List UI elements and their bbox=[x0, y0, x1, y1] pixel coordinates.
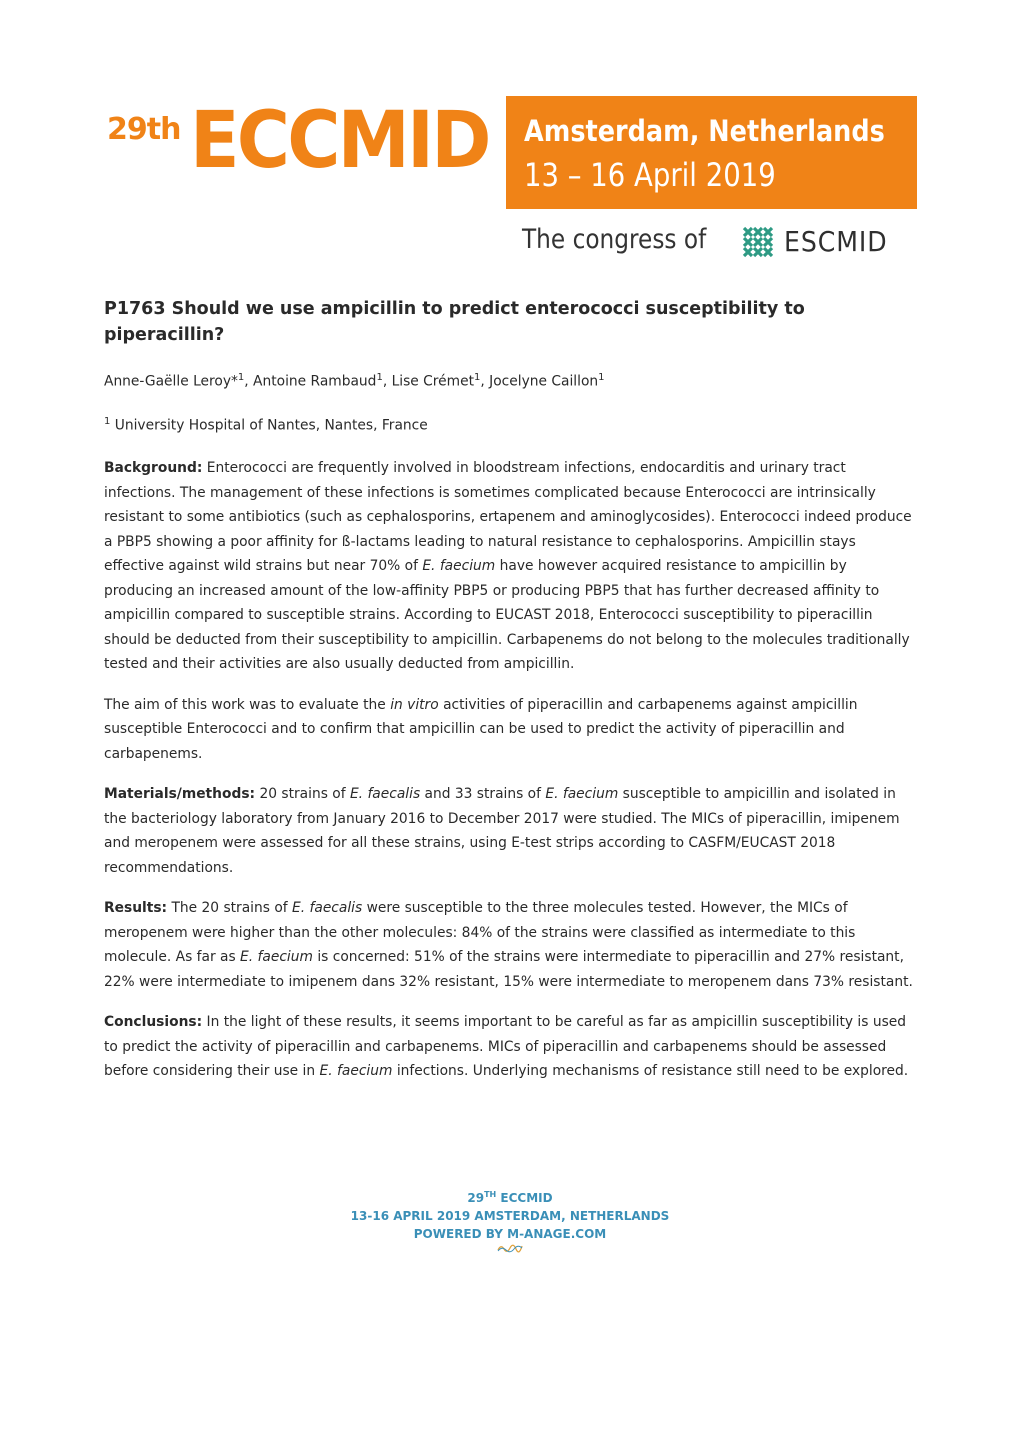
banner-edition: 29th bbox=[107, 112, 181, 147]
footer-dates-location: 13-16 APRIL 2019 AMSTERDAM, NETHERLANDS bbox=[350, 1209, 670, 1223]
author-separator: , bbox=[244, 373, 254, 390]
species-name: E. faecalis bbox=[292, 900, 363, 917]
footer-powered-by: POWERED BY M-ANAGE.COM bbox=[413, 1227, 607, 1241]
affiliation-text: University Hospital of Nantes, Nantes, France bbox=[110, 417, 428, 434]
methods-text-cont: and 33 strains of bbox=[420, 786, 546, 803]
background-label: Background: bbox=[104, 460, 203, 477]
results-label: Results: bbox=[104, 900, 168, 917]
methods-text-end: susceptible to ampicillin and isolated in the bacteriology laboratory from January 2016 to December 2017 were studied. The MICs of piperacillin, imipenem and meropenem were assessed for all these strains, using E-test strips according to CASFM/EUCAST 2018 recommendations. bbox=[104, 786, 900, 876]
aim-italic: in vitro bbox=[390, 696, 439, 713]
banner-eccmid-logo-text: ECCMID bbox=[190, 96, 489, 186]
author-affiliation-mark: 1 bbox=[376, 372, 383, 383]
methods-text: 20 strains of bbox=[255, 786, 350, 803]
footer-edition bbox=[0, 1186, 1020, 1207]
author-affiliation-mark: 1 bbox=[474, 372, 481, 383]
methods-section bbox=[104, 782, 918, 880]
results-section bbox=[104, 896, 918, 994]
page-footer bbox=[0, 1186, 1020, 1253]
affiliation bbox=[104, 412, 918, 436]
background-text: Enterococci are frequently involved in bloodstream infections, endocarditis and urinary tract infections. The management of these infections is sometimes complicated because Enterococci are intrinsically resistant to some antibiotics (such as cephalosporins, ertapenem and aminoglycosides). Enterococci indeed produce a PBP5 showing a poor affinity for ß-lactams leading to natural resistance to cephalosporins. Ampicillin stays effective against wild strains but near 70% of bbox=[104, 460, 912, 575]
author-separator: , bbox=[382, 373, 392, 390]
species-name: E. faecium bbox=[240, 949, 313, 966]
author-affiliation-mark: 1 bbox=[237, 372, 245, 383]
results-text-cont: were susceptible to the three molecules tested. However, the MICs of meropenem were higher than the other molecules: 84% of the strains were classified as intermediate to this molecule. As far as bbox=[104, 900, 856, 966]
species-name: E. faecalis bbox=[349, 786, 421, 803]
conclusions-text: In the light of these results, it seems important to be careful as far as ampicillin susceptibility is used to predict the activity of piperacillin and carbapenems. MICs of piperacillin and carbapenems should be assessed before considering their use in bbox=[104, 1014, 906, 1080]
results-text: The 20 strains of bbox=[167, 900, 293, 917]
author-name: Anne-Gaëlle Leroy* bbox=[104, 373, 238, 390]
author-separator: , bbox=[480, 373, 490, 390]
escmid-knot-icon bbox=[738, 222, 778, 262]
author-name: Lise Crémet bbox=[391, 373, 475, 390]
escmid-wordmark: ESCMID bbox=[784, 225, 888, 258]
banner-location: Amsterdam, Netherlands bbox=[524, 114, 885, 148]
affiliation-number: 1 bbox=[104, 415, 111, 427]
background-section bbox=[104, 456, 918, 677]
conclusions-label: Conclusions: bbox=[104, 1014, 203, 1031]
author-affiliation-mark: 1 bbox=[598, 372, 605, 383]
banner-location-box bbox=[506, 96, 917, 209]
author-name: Jocelyne Caillon bbox=[489, 373, 599, 390]
conclusions-section bbox=[104, 1010, 918, 1084]
footer-edition-suffix: TH bbox=[484, 1190, 497, 1199]
abstract-title: P1763 Should we use ampicillin to predict enterococci susceptibility to piperacillin? bbox=[104, 299, 805, 345]
m-anage-wave-icon bbox=[497, 1243, 523, 1253]
conclusions-text-cont: infections. Underlying mechanisms of resistance still need to be explored. bbox=[392, 1063, 909, 1080]
results-text-end: is concerned: 51% of the strains were intermediate to piperacillin and 27% resistant, 22% were intermediate to imipenem dans 32% resistant, 15% were intermediate to meropenem dans 73% resistant. bbox=[104, 949, 913, 990]
congress-of-text: The congress of bbox=[522, 224, 707, 255]
abstract-body bbox=[104, 296, 918, 1100]
aim-section bbox=[104, 693, 918, 767]
species-name: E. faecium bbox=[545, 786, 619, 803]
footer-edition-number: 29 bbox=[467, 1191, 485, 1205]
species-name: E. faecium bbox=[422, 558, 496, 575]
methods-label: Materials/methods: bbox=[104, 786, 256, 803]
conference-banner bbox=[0, 0, 1020, 280]
banner-dates: 13 – 16 April 2019 bbox=[524, 156, 776, 194]
aim-text-cont: activities of piperacillin and carbapenems against ampicillin susceptible Enterococci and to confirm that ampicillin can be used to predict the activity of piperacillin and carbapenems. bbox=[104, 696, 858, 762]
footer-edition-name: ECCMID bbox=[496, 1191, 553, 1205]
author-list bbox=[104, 368, 918, 392]
background-text-cont: have however acquired resistance to ampicillin by producing an increased amount of the low-affinity PBP5 or producing PBP5 that has further decreased affinity to ampicillin compared to susceptible strains. According to EUCAST 2018, Enterococci susceptibility to piperacillin should be deducted from their susceptibility to ampicillin. Carbapenems do not belong to the molecules traditionally tested and their activities are also usually deducted from ampicillin. bbox=[104, 558, 910, 673]
species-name: E. faecium bbox=[319, 1063, 393, 1080]
author-name: Antoine Rambaud bbox=[253, 373, 377, 390]
aim-text: The aim of this work was to evaluate the bbox=[104, 696, 391, 713]
